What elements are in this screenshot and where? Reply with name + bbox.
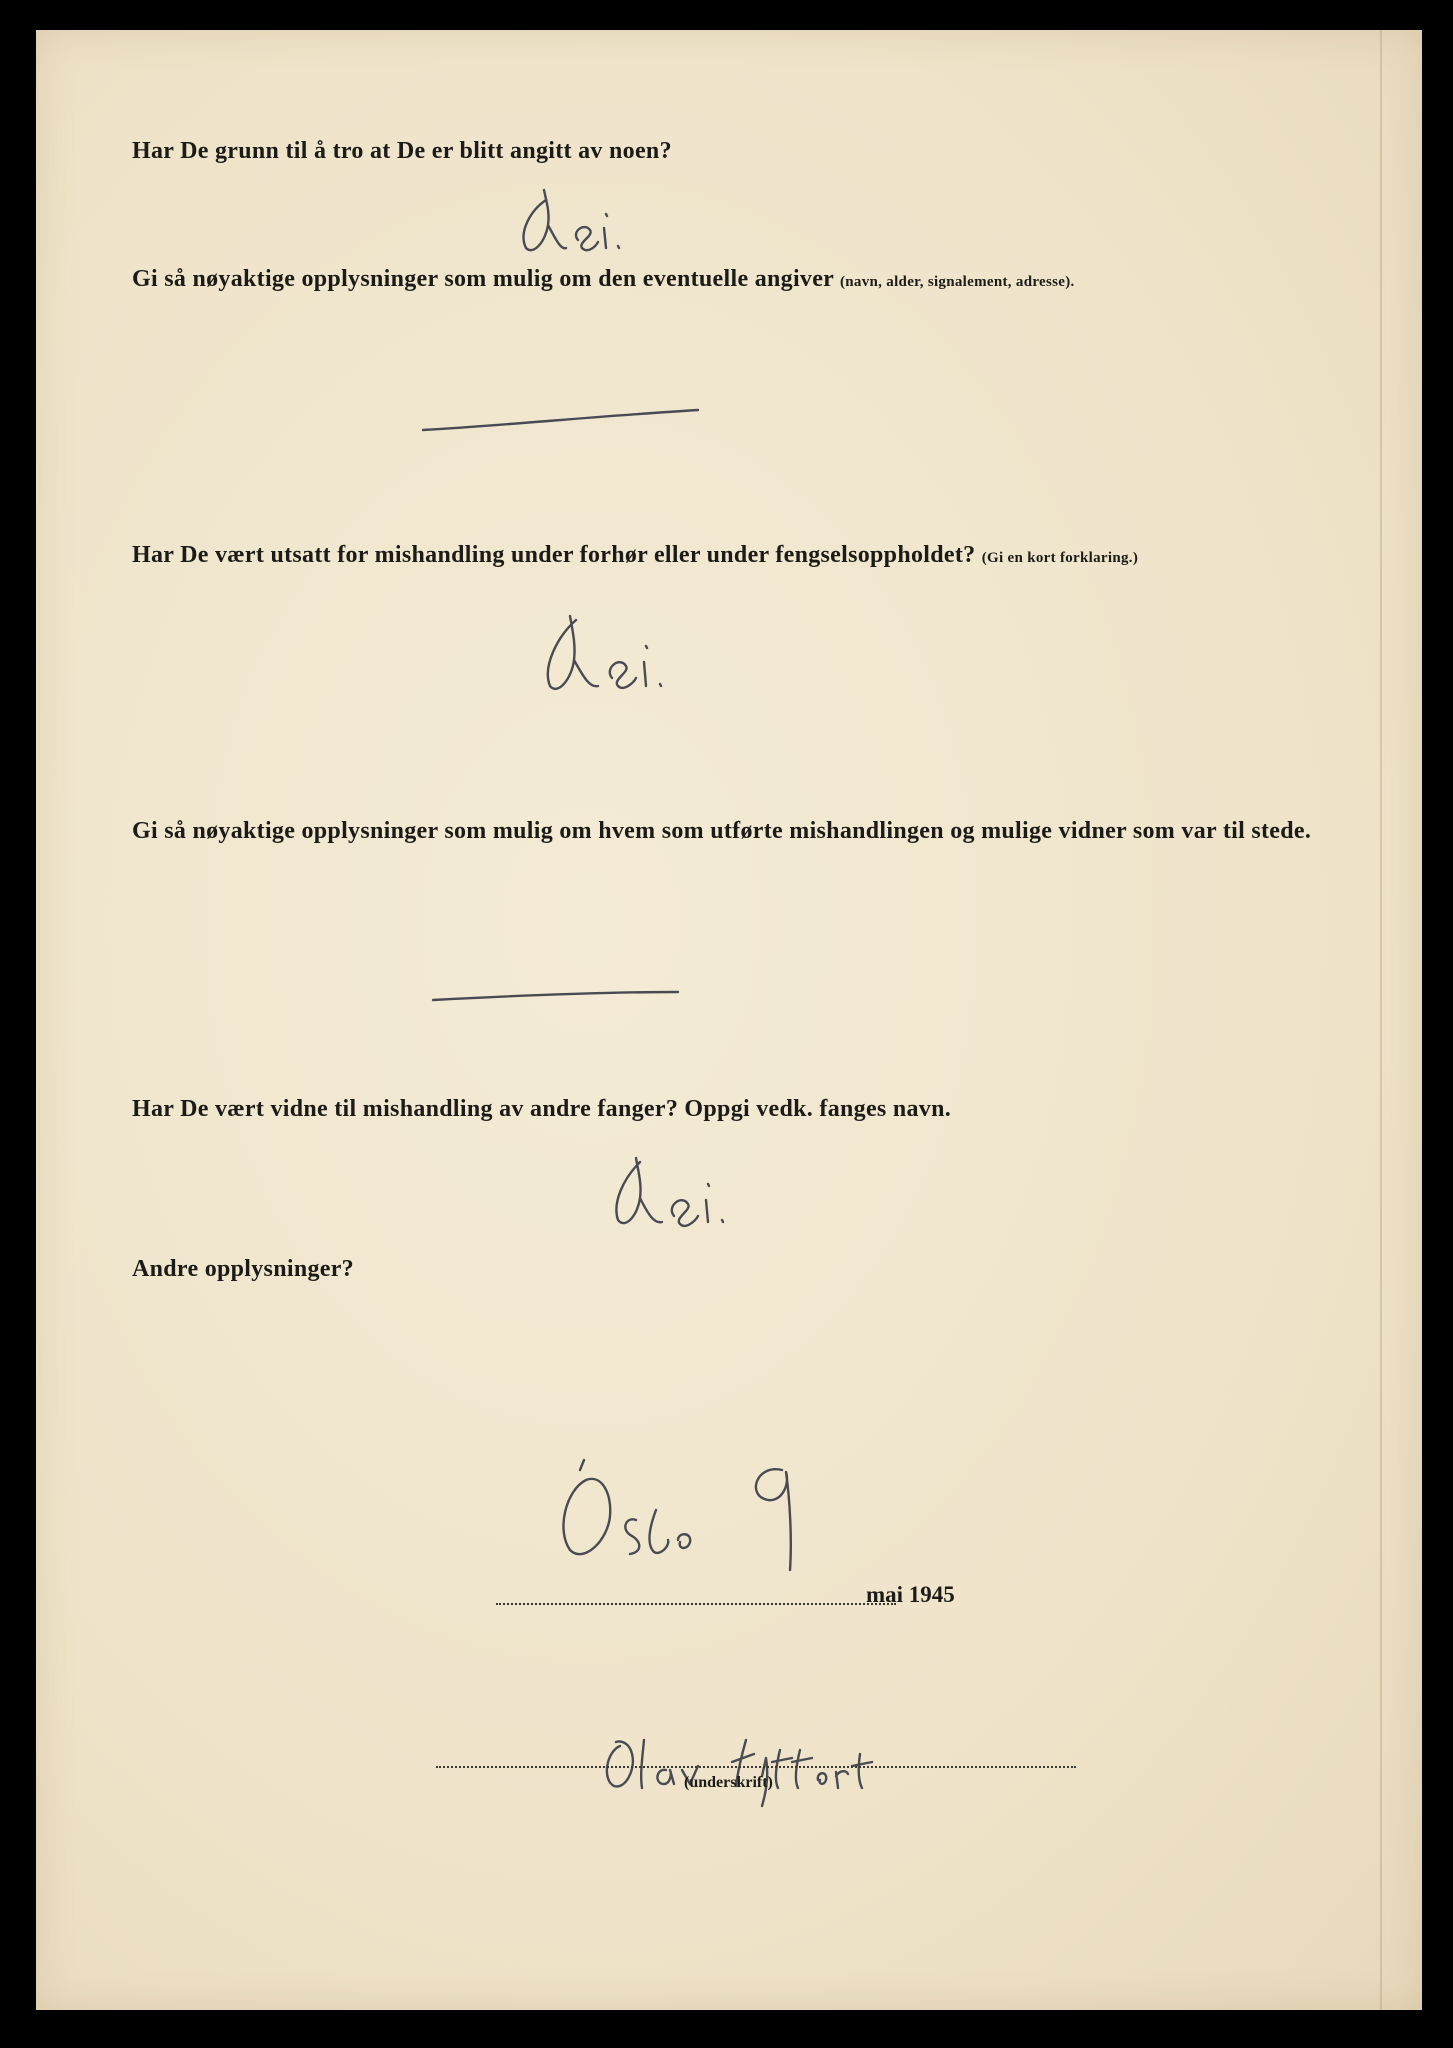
question-informant-details-main: Gi så nøyaktige opplysninger som mulig om den eventuelle angiver bbox=[132, 266, 834, 292]
date-place-line bbox=[496, 1603, 896, 1605]
question-mistreatment-note: (Gi en kort forklaring.) bbox=[981, 550, 1139, 566]
date-month-year: mai 1945 bbox=[866, 1582, 955, 1607]
handwritten-dash-perpetrators bbox=[428, 980, 688, 1010]
handwritten-answer-mistreatment bbox=[526, 590, 766, 700]
question-mistreatment bbox=[132, 538, 1138, 575]
handwritten-answer-informant bbox=[506, 170, 706, 260]
question-informant-details-note: (navn, alder, signalement, adresse). bbox=[840, 274, 1075, 290]
handwritten-answer-witness bbox=[596, 1140, 796, 1240]
signature-caption: (underskrift) bbox=[684, 1774, 773, 1791]
question-perpetrators: Gi så nøyaktige opplysninger som mulig om hvem som utførte mishandlingen og mulige vidner som var til stede. bbox=[132, 818, 1312, 844]
question-mistreatment-main: Har De vært utsatt for mishandling under forhør eller under fengselsoppholdet? bbox=[132, 542, 976, 568]
question-informant-details bbox=[132, 262, 1075, 299]
document-page bbox=[36, 30, 1422, 2010]
bleed-through-text bbox=[386, 335, 394, 369]
question-other-info: Andre opplysninger? bbox=[132, 1256, 354, 1282]
question-informant: Har De grunn til å tro at De er blitt angitt av noen? bbox=[132, 138, 672, 164]
handwritten-dash-informant bbox=[418, 400, 708, 440]
signature-line bbox=[436, 1766, 1076, 1768]
handwritten-signature bbox=[596, 1710, 916, 1820]
handwritten-place-day bbox=[546, 1440, 866, 1580]
question-witness: Har De vært vidne til mishandling av andre fanger? Oppgi vedk. fanges navn. bbox=[132, 1096, 952, 1122]
